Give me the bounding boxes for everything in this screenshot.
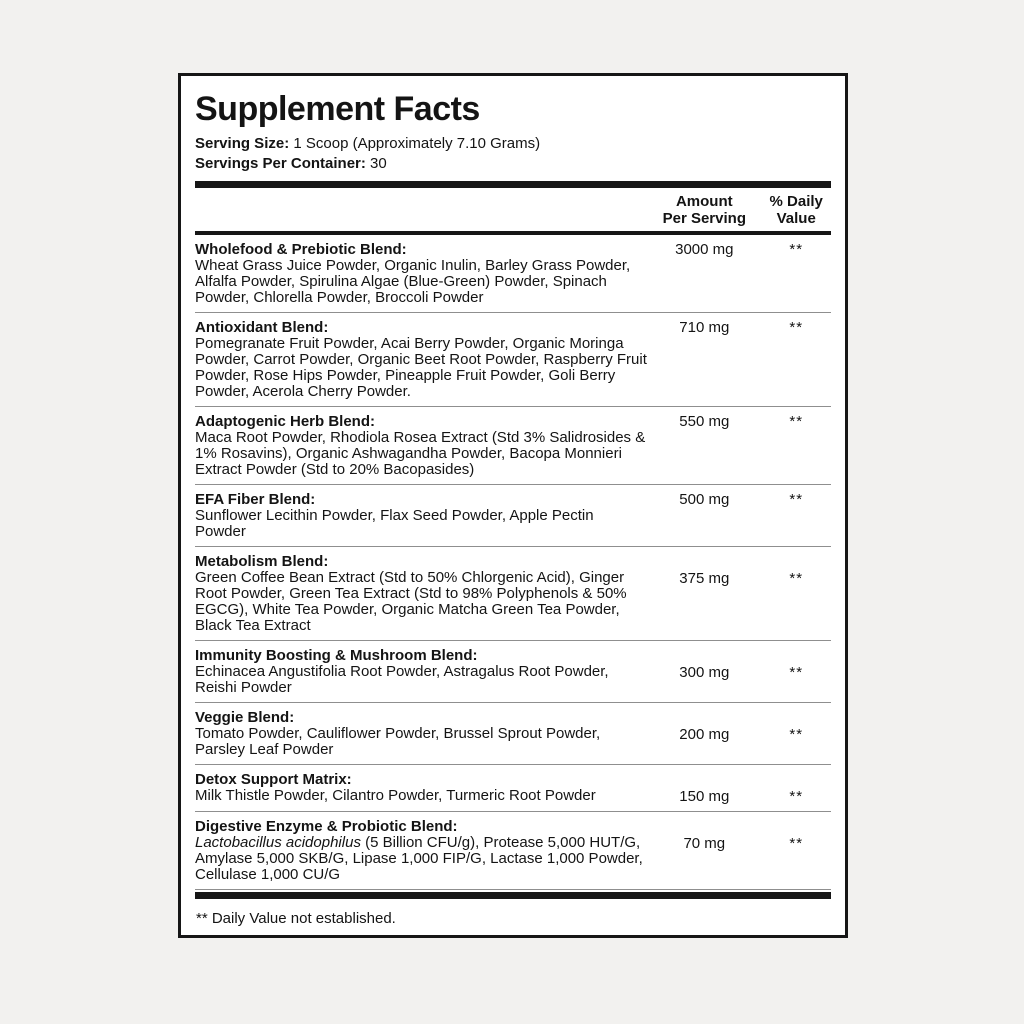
daily-value: **	[789, 834, 804, 852]
header-spacer	[195, 193, 647, 227]
daily-value: **	[789, 490, 804, 508]
amount-value: 550 mg	[679, 412, 730, 430]
blend-name: Antioxidant Blend:	[195, 318, 329, 336]
column-headers	[195, 188, 831, 231]
servings-per-container-value: 30	[365, 154, 387, 172]
daily-value: **	[789, 240, 804, 258]
serving-size-label: Serving Size:	[195, 134, 290, 152]
daily-value: **	[789, 787, 804, 805]
daily-value: **	[789, 725, 804, 743]
amount-value: 300 mg	[679, 663, 730, 681]
amount-value: 710 mg	[679, 318, 730, 336]
daily-value: **	[789, 663, 804, 681]
divider-thick-top	[195, 181, 831, 188]
blend-name: Veggie Blend:	[195, 708, 295, 726]
amount-value: 150 mg	[679, 787, 730, 805]
table-row	[195, 313, 831, 407]
amount-value: 70 mg	[683, 834, 726, 852]
table-row	[195, 765, 831, 812]
serving-size-value: 1 Scoop (Approximately 7.10 Grams)	[289, 134, 541, 152]
amount-value: 500 mg	[679, 490, 730, 508]
table-row	[195, 407, 831, 485]
blend-name: Detox Support Matrix:	[195, 770, 352, 788]
blend-name: Digestive Enzyme & Probiotic Blend:	[195, 817, 458, 835]
daily-value-footnote: ** Daily Value not established.	[196, 909, 396, 927]
table-row	[195, 235, 831, 313]
blend-name: Adaptogenic Herb Blend:	[195, 412, 376, 430]
blend-ingredients: Green Coffee Bean Extract (Std to 50% Chlorgenic Acid), Ginger Root Powder, Green Tea Extract (Std to 98% Polyphenols & 50% EGCG), White Tea Powder, Organic Matcha Green Tea Powder, Black Tea Extract	[195, 568, 627, 634]
blend-ingredients: Wheat Grass Juice Powder, Organic Inulin, Barley Grass Powder, Alfalfa Powder, Spirulina Algae (Blue-Green) Powder, Spinach Powder, Chlorella Powder, Broccoli Powder	[195, 256, 631, 306]
supplement-facts-panel	[178, 73, 848, 938]
servings-per-container-label: Servings Per Container:	[195, 154, 366, 172]
blend-name: EFA Fiber Blend:	[195, 490, 316, 508]
header-percent-daily-value: % Daily Value	[769, 192, 823, 227]
blend-name: Immunity Boosting & Mushroom Blend:	[195, 646, 478, 664]
table-row	[195, 485, 831, 547]
table-row	[195, 703, 831, 765]
panel-title: Supplement Facts	[195, 90, 480, 128]
table-row	[195, 641, 831, 703]
amount-value: 200 mg	[679, 725, 730, 743]
blend-name: Metabolism Blend:	[195, 552, 329, 570]
blend-ingredients: Pomegranate Fruit Powder, Acai Berry Powder, Organic Moringa Powder, Carrot Powder, Organic Beet Root Powder, Raspberry Fruit Powder, Rose Hips Powder, Pineapple Fruit Powder, Goli Berry Powder, Acerola Cherry Powder.	[195, 334, 647, 400]
blend-ingredients: Echinacea Angustifolia Root Powder, Astragalus Root Powder, Reishi Powder	[195, 662, 609, 696]
header-amount-per-serving: Amount Per Serving	[662, 192, 746, 227]
daily-value: **	[789, 412, 804, 430]
table-row	[195, 812, 831, 890]
amount-value: 3000 mg	[675, 240, 734, 258]
divider-thick-bottom	[195, 892, 831, 899]
blend-ingredients: Milk Thistle Powder, Cilantro Powder, Turmeric Root Powder	[195, 786, 596, 804]
serving-size-line	[195, 134, 831, 154]
blend-name: Wholefood & Prebiotic Blend:	[195, 240, 407, 258]
blend-ingredients: Maca Root Powder, Rhodiola Rosea Extract (Std 3% Salidrosides & 1% Rosavins), Organic Ashwagandha Powder, Bacopa Monnieri Extract Powder (Std to 20% Bacopasides)	[195, 428, 646, 478]
blend-ingredients: Tomato Powder, Cauliflower Powder, Brussel Sprout Powder, Parsley Leaf Powder	[195, 724, 601, 758]
blend-ingredient-species: Lactobacillus acidophilus	[195, 833, 361, 851]
amount-value: 375 mg	[679, 569, 730, 587]
servings-per-container-line	[195, 154, 831, 174]
daily-value: **	[789, 318, 804, 336]
table-row	[195, 547, 831, 641]
blend-ingredients: Sunflower Lecithin Powder, Flax Seed Powder, Apple Pectin Powder	[195, 506, 594, 540]
blend-ingredients: (5 Billion CFU/g), Protease 5,000 HUT/G, Amylase 5,000 SKB/G, Lipase 1,000 FIP/G, Lactase 1,000 Powder, Cellulase 1,000 CU/G	[195, 833, 643, 883]
daily-value: **	[789, 569, 804, 587]
